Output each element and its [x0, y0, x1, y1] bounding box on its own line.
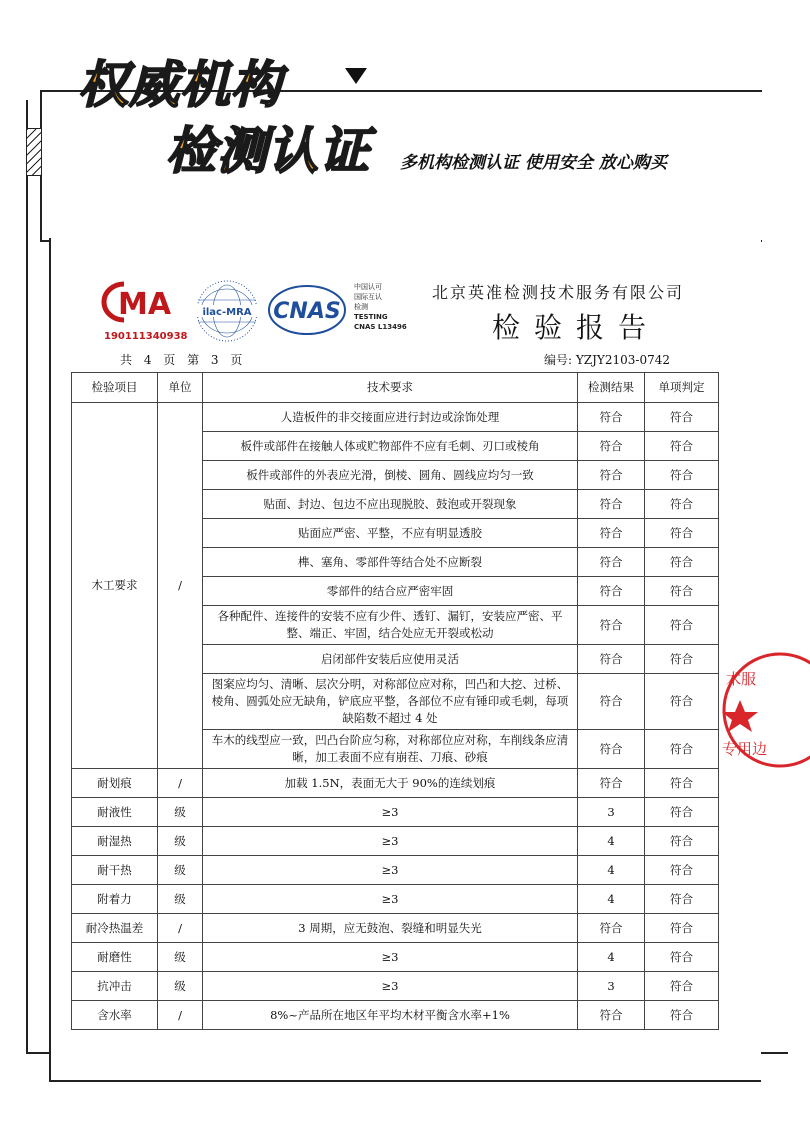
requirement-cell: 8%~产品所在地区年平均木材平衡含水率+1%: [203, 1001, 578, 1030]
report-number: 编号: YZJY2103-0742: [544, 353, 670, 367]
inspection-table: [71, 372, 719, 1030]
verdict-cell: 符合: [645, 432, 719, 461]
cnas-logo-icon: [266, 282, 348, 338]
official-stamp-icon: [720, 650, 810, 770]
unit-cell: 级: [158, 972, 203, 1001]
verdict-cell: 符合: [645, 674, 719, 730]
requirement-cell: 图案应均匀、清晰、层次分明，对称部位应对称，凹凸和大挖、过桥、棱角、圆弧处应无缺角，铲底应平整，各部位不应有锤印或毛刺，每项缺陷数不超过 4 处: [203, 674, 578, 730]
result-cell: 3: [578, 972, 645, 1001]
table-row: [72, 1001, 719, 1030]
result-cell: 符合: [578, 548, 645, 577]
requirement-cell: 加载 1.5N，表面无大于 90%的连续划痕: [203, 769, 578, 798]
item-cell: 耐磨性: [72, 943, 158, 972]
hatch-decoration: [26, 128, 42, 176]
verdict-cell: 符合: [645, 943, 719, 972]
requirement-cell: 各种配件、连接件的安装不应有少件、透钉、漏钉，安装应严密、平整、端正、牢固，结合处应无开裂或松动: [203, 606, 578, 645]
result-cell: 4: [578, 943, 645, 972]
cnas-accreditation-text: [354, 282, 434, 332]
unit-cell: /: [158, 914, 203, 943]
result-cell: 符合: [578, 519, 645, 548]
item-cell: 抗冲击: [72, 972, 158, 1001]
verdict-cell: 符合: [645, 461, 719, 490]
unit-cell: 级: [158, 827, 203, 856]
result-cell: 符合: [578, 403, 645, 432]
cnas-text-line: 检测: [354, 303, 368, 311]
verdict-cell: 符合: [645, 856, 719, 885]
table-row: [72, 798, 719, 827]
requirement-cell: 零部件的结合应严密牢固: [203, 577, 578, 606]
result-cell: 符合: [578, 674, 645, 730]
item-cell: 木工要求: [72, 403, 158, 769]
requirement-cell: 3 周期，应无鼓泡、裂缝和明显失光: [203, 914, 578, 943]
unit-cell: /: [158, 403, 203, 769]
ilac-logo-text: ilac-MRA: [202, 307, 252, 318]
requirement-cell: ≥3: [203, 943, 578, 972]
requirement-cell: ≥3: [203, 972, 578, 1001]
cnas-text-line: TESTING: [354, 313, 388, 321]
cma-logo-icon: [104, 280, 188, 324]
requirement-cell: 板件或部件在接触人体或贮物部件不应有毛刺、刃口或棱角: [203, 432, 578, 461]
verdict-cell: 符合: [645, 548, 719, 577]
cnas-logo-text: CNAS: [273, 299, 341, 324]
table-row: [72, 856, 719, 885]
requirement-cell: 板件或部件的外表应光滑，倒棱、圆角、圆线应均匀一致: [203, 461, 578, 490]
certification-logos: [104, 280, 434, 346]
column-header: 检验项目: [72, 373, 158, 403]
result-cell: 符合: [578, 914, 645, 943]
result-cell: 4: [578, 856, 645, 885]
result-cell: 符合: [578, 730, 645, 769]
item-cell: 耐干热: [72, 856, 158, 885]
table-row: [72, 914, 719, 943]
requirement-cell: 车木的线型应一致，凹凸台阶应匀称，对称部位应对称，车削线条应清晰，加工表面不应有崩茬、刀痕、砂痕: [203, 730, 578, 769]
verdict-cell: 符合: [645, 577, 719, 606]
item-cell: 附着力: [72, 885, 158, 914]
result-cell: 符合: [578, 769, 645, 798]
result-cell: 符合: [578, 645, 645, 674]
result-cell: 符合: [578, 432, 645, 461]
verdict-cell: 符合: [645, 403, 719, 432]
item-cell: 含水率: [72, 1001, 158, 1030]
triangle-down-icon: [345, 68, 367, 84]
table-header-row: [72, 373, 719, 403]
column-header: 技术要求: [203, 373, 578, 403]
cma-logo-text: MA: [118, 287, 172, 322]
header-subtitle: 多机构检测认证 使用安全 放心购买: [400, 153, 667, 173]
result-cell: 符合: [578, 606, 645, 645]
requirement-cell: 榫、塞角、零部件等结合处不应断裂: [203, 548, 578, 577]
header-title-line2: 检测认证: [162, 118, 374, 184]
result-cell: 符合: [578, 1001, 645, 1030]
cnas-text-line: 国际互认: [354, 293, 382, 301]
unit-cell: 级: [158, 943, 203, 972]
requirement-cell: 人造板件的非交接面应进行封边或涂饰处理: [203, 403, 578, 432]
item-cell: 耐划痕: [72, 769, 158, 798]
requirement-cell: ≥3: [203, 798, 578, 827]
table-row: [72, 885, 719, 914]
ilac-logo-icon: [192, 278, 262, 344]
verdict-cell: 符合: [645, 885, 719, 914]
verdict-cell: 符合: [645, 798, 719, 827]
unit-cell: 级: [158, 885, 203, 914]
verdict-cell: 符合: [645, 914, 719, 943]
cnas-text-line: 中国认可: [354, 283, 382, 291]
requirement-cell: 启闭部件安装后应使用灵活: [203, 645, 578, 674]
verdict-cell: 符合: [645, 1001, 719, 1030]
header-title-line1: 权威机构: [78, 56, 282, 114]
company-name: 北京英准检测技术服务有限公司: [432, 283, 685, 302]
verdict-cell: 符合: [645, 606, 719, 645]
column-header: 检测结果: [578, 373, 645, 403]
cnas-text-line: CNAS L13496: [354, 323, 407, 331]
verdict-cell: 符合: [645, 827, 719, 856]
requirement-cell: 贴面、封边、包边不应出现脱胶、鼓泡或开裂现象: [203, 490, 578, 519]
stamp-text: 专用边: [722, 740, 768, 758]
verdict-cell: 符合: [645, 645, 719, 674]
unit-cell: 级: [158, 856, 203, 885]
table-row: [72, 943, 719, 972]
verdict-cell: 符合: [645, 769, 719, 798]
verdict-cell: 符合: [645, 972, 719, 1001]
verdict-cell: 符合: [645, 519, 719, 548]
result-cell: 4: [578, 885, 645, 914]
stamp-text: 术服: [726, 670, 757, 688]
page-count: 共 4 页 第 3 页: [120, 353, 247, 367]
requirement-cell: 贴面应严密、平整，不应有明显透胶: [203, 519, 578, 548]
cma-number: 190111340938: [104, 331, 188, 342]
table-row: [72, 769, 719, 798]
result-cell: 3: [578, 798, 645, 827]
column-header: 单位: [158, 373, 203, 403]
verdict-cell: 符合: [645, 730, 719, 769]
requirement-cell: ≥3: [203, 885, 578, 914]
table-row: [72, 972, 719, 1001]
column-header: 单项判定: [645, 373, 719, 403]
verdict-cell: 符合: [645, 490, 719, 519]
report-title: 检验报告: [492, 311, 661, 344]
requirement-cell: ≥3: [203, 856, 578, 885]
result-cell: 符合: [578, 461, 645, 490]
result-cell: 符合: [578, 577, 645, 606]
item-cell: 耐冷热温差: [72, 914, 158, 943]
result-cell: 符合: [578, 490, 645, 519]
unit-cell: /: [158, 1001, 203, 1030]
item-cell: 耐湿热: [72, 827, 158, 856]
unit-cell: 级: [158, 798, 203, 827]
requirement-cell: ≥3: [203, 827, 578, 856]
result-cell: 4: [578, 827, 645, 856]
item-cell: 耐液性: [72, 798, 158, 827]
table-row: [72, 827, 719, 856]
unit-cell: /: [158, 769, 203, 798]
table-row: [72, 403, 719, 432]
